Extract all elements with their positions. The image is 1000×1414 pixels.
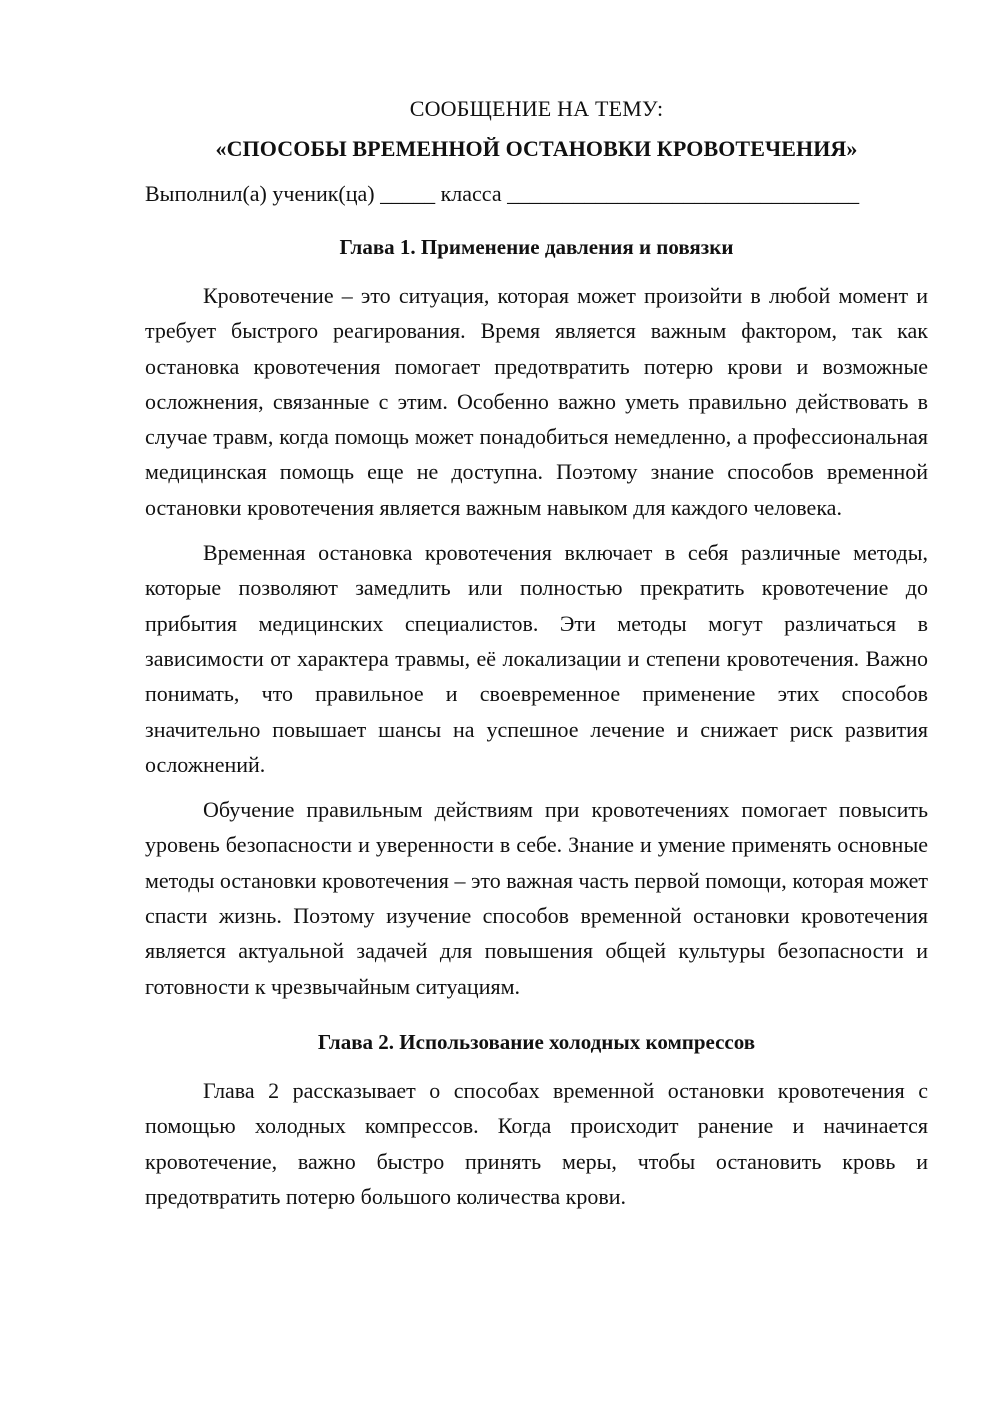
chapter-1-paragraph: Кровотечение – это ситуация, которая может произойти в любой момент и требует быстрого реагирования. Время является важным фактором, так как остановка кровотечения помогает предотвратить потерю крови и возможные осложнения, связанные с этим. Особенно важно уметь правильно действовать в случае травм, когда помощь может понадобиться немедленно, а профессиональная медицинская помощь еще не доступна. Поэтому знание способов временной остановки кровотечения является важным навыком для каждого человека. <box>145 283 928 520</box>
chapter-1-paragraph: Обучение правильным действиям при кровотечениях помогает повысить уровень безопасности и уверенности в себе. Знание и умение применять основные методы остановки кровотечения – это важная часть первой помощи, которая может спасти жизнь. Поэтому изучение способов временной остановки кровотечения является актуальной задачей для повышения общей культуры безопасности и готовности к чрезвычайным ситуациям. <box>145 797 928 999</box>
document-title: «СПОСОБЫ ВРЕМЕННОЙ ОСТАНОВКИ КРОВОТЕЧЕНИЯ» <box>215 136 858 161</box>
subject-line: СООБЩЕНИЕ НА ТЕМУ: <box>409 96 664 121</box>
chapter-1-title: Глава 1. Применение давления и повязки <box>339 235 734 259</box>
chapter-2-paragraph: Глава 2 рассказывает о способах временной остановки кровотечения с помощью холодных компрессов. Когда происходит ранение и начинается кровотечение, важно быстро принять меры, чтобы остановить кровь и предотвратить потерю большого количества крови. <box>145 1077 928 1209</box>
document-body <box>145 94 928 1224</box>
chapter-2-title: Глава 2. Использование холодных компрессов <box>317 1029 756 1054</box>
author-line: Выполнил(а) ученик(ца) _____ класса ________________________________ <box>145 181 860 206</box>
chapter-1-paragraph: Временная остановка кровотечения включает в себя различные методы, которые позволяют замедлить или полностью прекратить кровотечение до прибытия медицинских специалистов. Эти методы могут различаться в зависимости от характера травмы, её локализации и степени кровотечения. Важно понимать, что правильное и своевременное применение этих способов значительно повышает шансы на успешное лечение и снижает риск развития осложнений. <box>145 540 928 777</box>
